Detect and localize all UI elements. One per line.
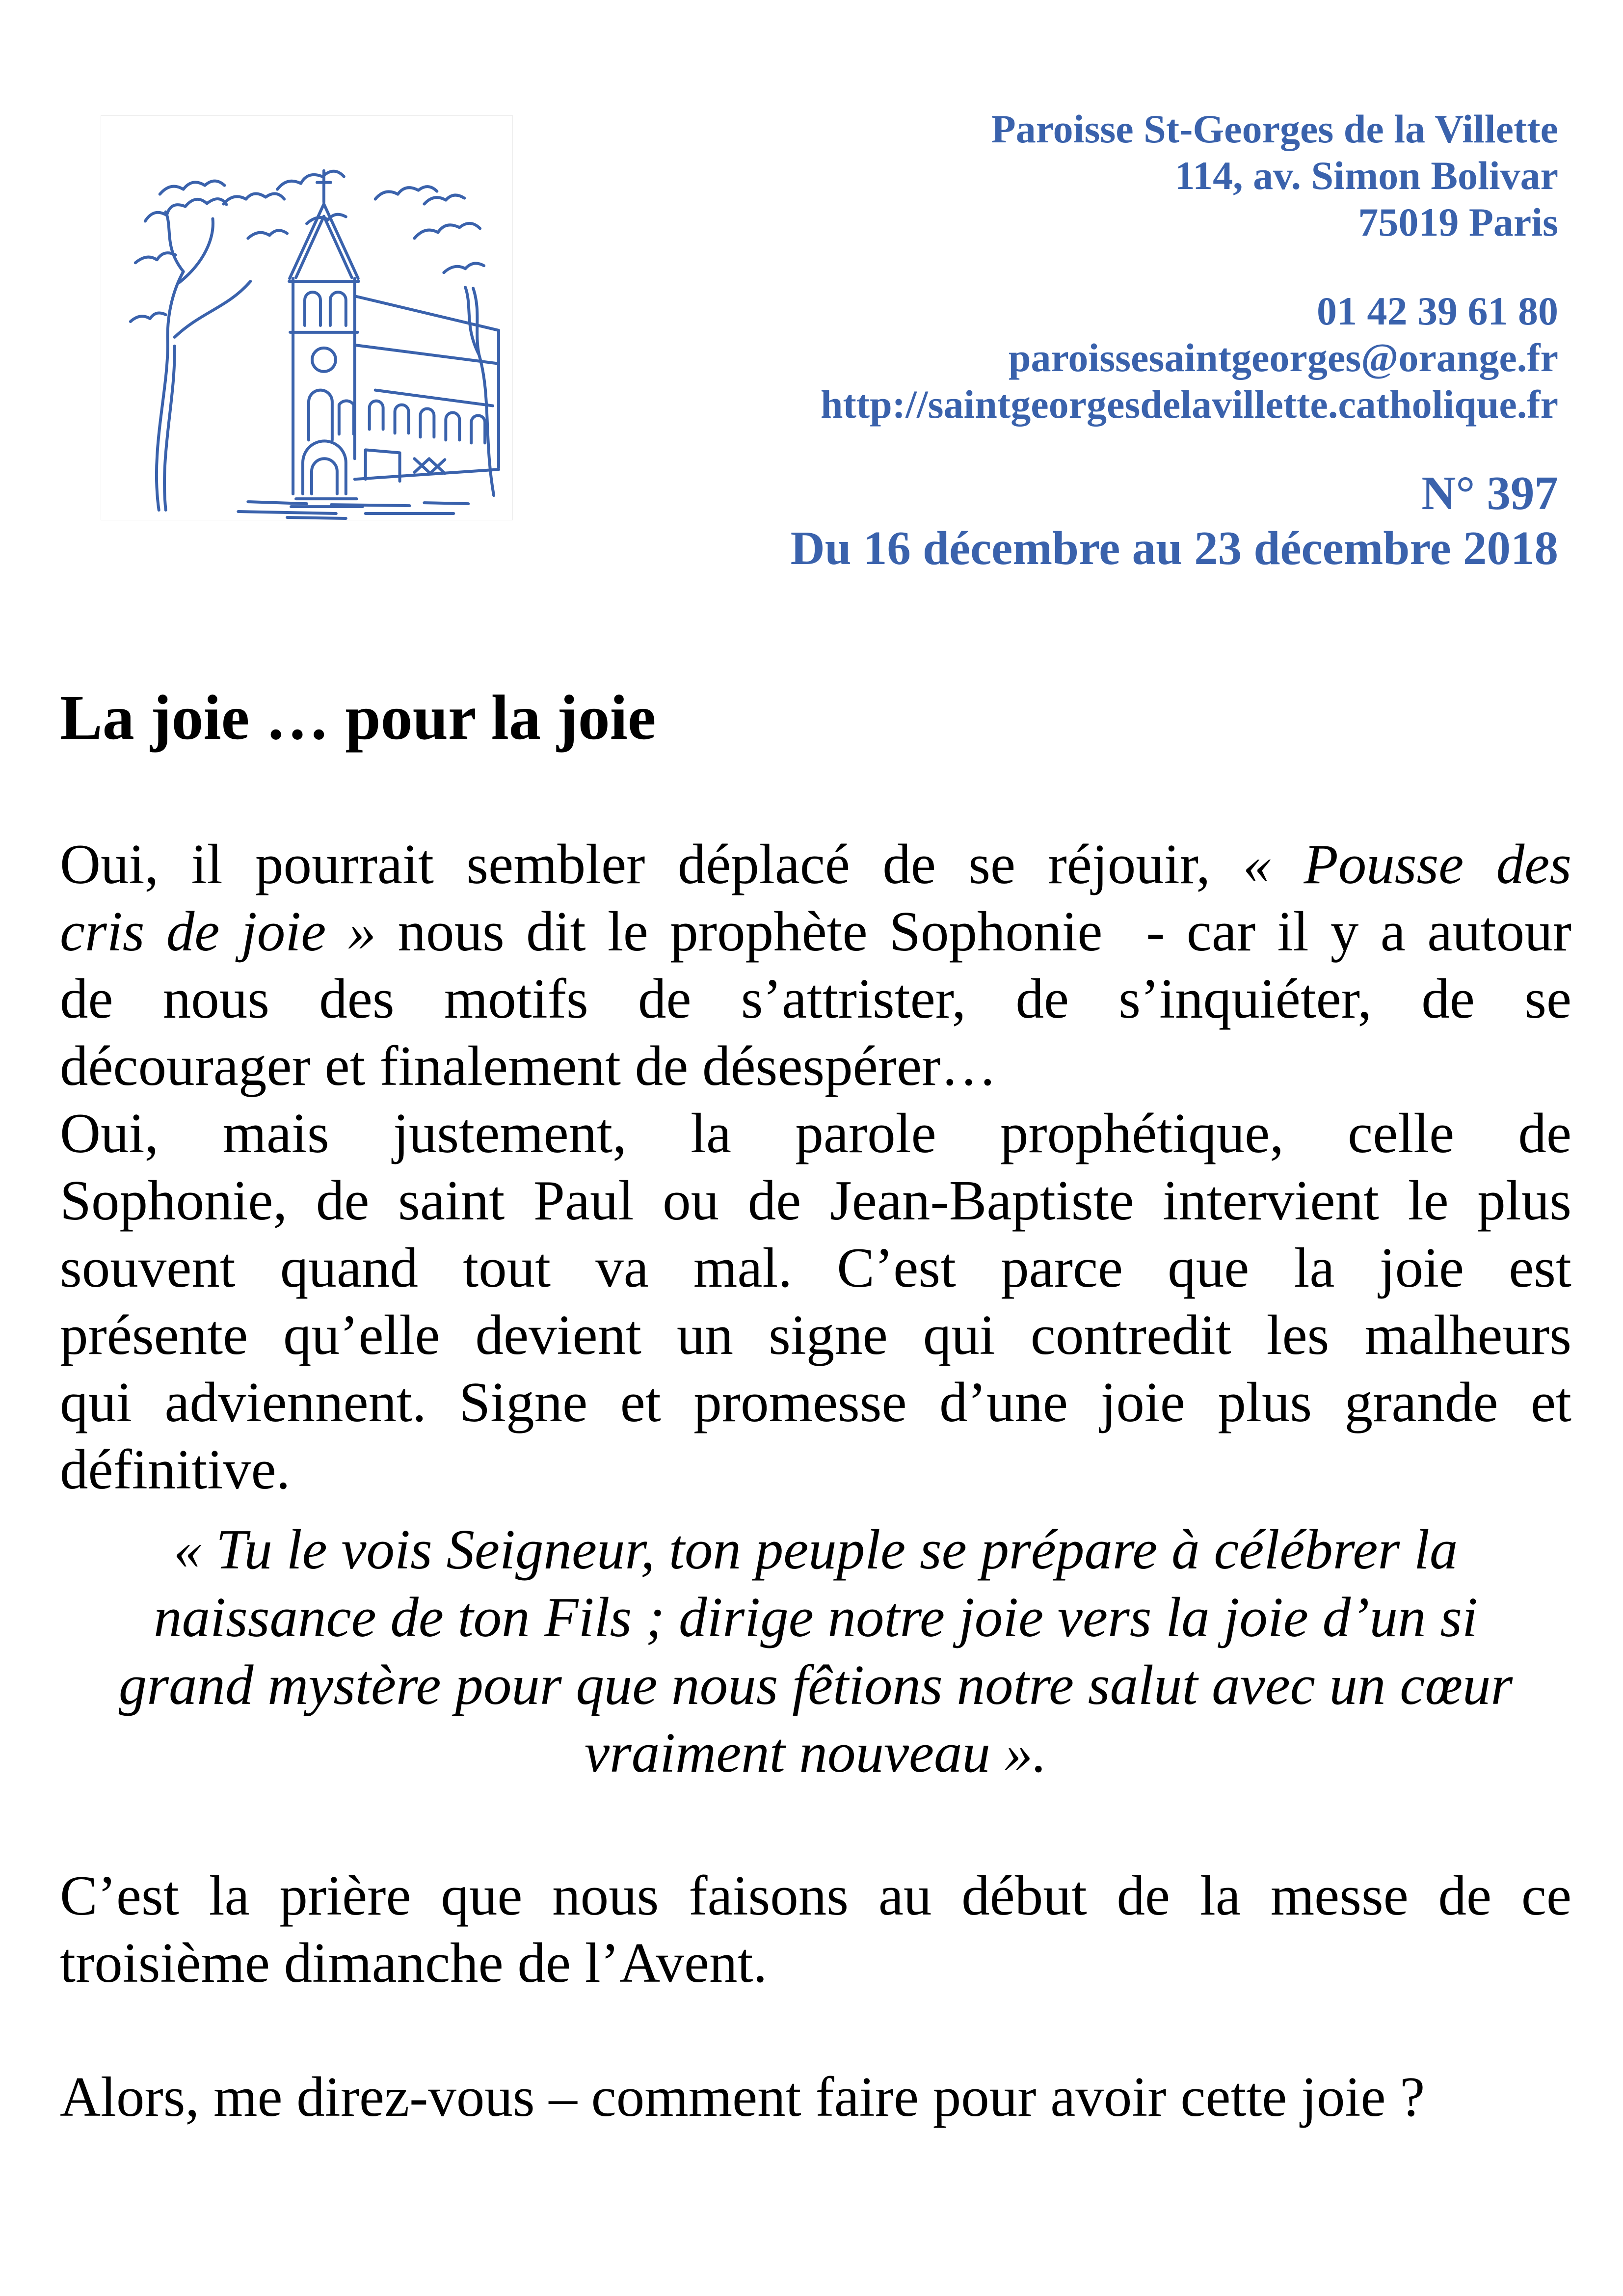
body-text: C’est la prière que nous faisons au début de la messe de ce [60,1864,1571,1927]
body-text: nous dit le prophète Sophonie - car il y a autour [398,900,1571,963]
text-line [60,1369,1571,1436]
body-text: grand mystère pour que nous fêtions notre salut avec un cœur [118,1654,1513,1716]
phone-number: 01 42 39 61 80 [1317,289,1558,333]
article-title: La joie … pour la joie [60,682,656,753]
text-line [60,1651,1571,1719]
text-line [60,1929,1571,1997]
body-text: Oui, il pourrait sembler déplacé de se réjouir, [60,833,1243,895]
text-line [60,831,1571,898]
text-line [60,1234,1571,1301]
website-url: http://saintgeorgesdelavillette.catholique.fr [820,382,1558,427]
text-line [60,1032,1571,1100]
body-text: vraiment nouveau ». [584,1722,1047,1784]
parish-logo [101,115,513,520]
body-text: Sophonie, de saint Paul ou de Jean-Baptiste intervient le plus [60,1169,1571,1232]
quoted-scripture-text: « Pousse des [1243,833,1571,895]
church-tower [289,171,363,507]
body-text: naissance de ton Fils ; dirige notre joie vers la joie d’un si [154,1586,1478,1648]
quoted-scripture-text: cris de joie » [60,900,398,963]
parish-name: Paroisse St-Georges de la Villette [991,107,1558,151]
street-address: 114, av. Simon Bolivar [1174,153,1558,198]
paragraph-quote [60,1516,1571,1787]
text-line [60,898,1571,965]
body-text: Oui, mais justement, la parole prophétique, celle de [60,1102,1571,1164]
text-line [60,1719,1571,1787]
tree-left [131,181,287,510]
tree-canopy [277,171,437,224]
body-text: de nous des motifs de s’attrister, de s’inquiéter, de se [60,968,1571,1030]
paragraph-main [60,1100,1571,1503]
text-line [60,2063,1571,2131]
email-address: paroissesaintgeorges@orange.fr [1008,335,1558,380]
article-body [60,831,1571,2131]
church-illustration [101,116,512,520]
body-text: présente qu’elle devient un signe qui contredit les malheurs [60,1304,1571,1366]
text-line [60,1862,1571,1929]
text-line [60,1100,1571,1167]
text-line [60,1436,1571,1503]
ground-hatching [238,502,468,518]
text-line [60,1516,1571,1584]
issue-number: N° 397 [1421,467,1558,519]
paragraph-question [60,2063,1571,2131]
body-text: définitive. [60,1438,291,1501]
text-line [60,965,1571,1032]
body-text: qui adviennent. Signe et promesse d’une joie plus grande et [60,1371,1571,1433]
issue-date-range: Du 16 décembre au 23 décembre 2018 [790,522,1558,574]
text-line [60,1301,1571,1369]
body-text: souvent quand tout va mal. C’est parce que la joie est [60,1237,1571,1299]
paragraph-intro [60,831,1571,1100]
paragraph-prayer [60,1862,1571,1997]
letterhead-contact [791,288,1558,428]
letterhead [791,106,1558,576]
text-line [60,1167,1571,1234]
city-address: 75019 Paris [1358,200,1558,244]
tree-right [414,195,494,495]
issue-info [791,466,1558,576]
text-line [60,1584,1571,1651]
body-text: décourager et finalement de désespérer… [60,1035,997,1097]
body-text: troisième dimanche de l’Avent. [60,1932,768,1994]
letterhead-address [791,106,1558,245]
body-text: « Tu le vois Seigneur, ton peuple se prépare à célébrer la [173,1518,1458,1581]
body-text: Alors, me direz-vous – comment faire pour avoir cette joie ? [60,2066,1425,2128]
